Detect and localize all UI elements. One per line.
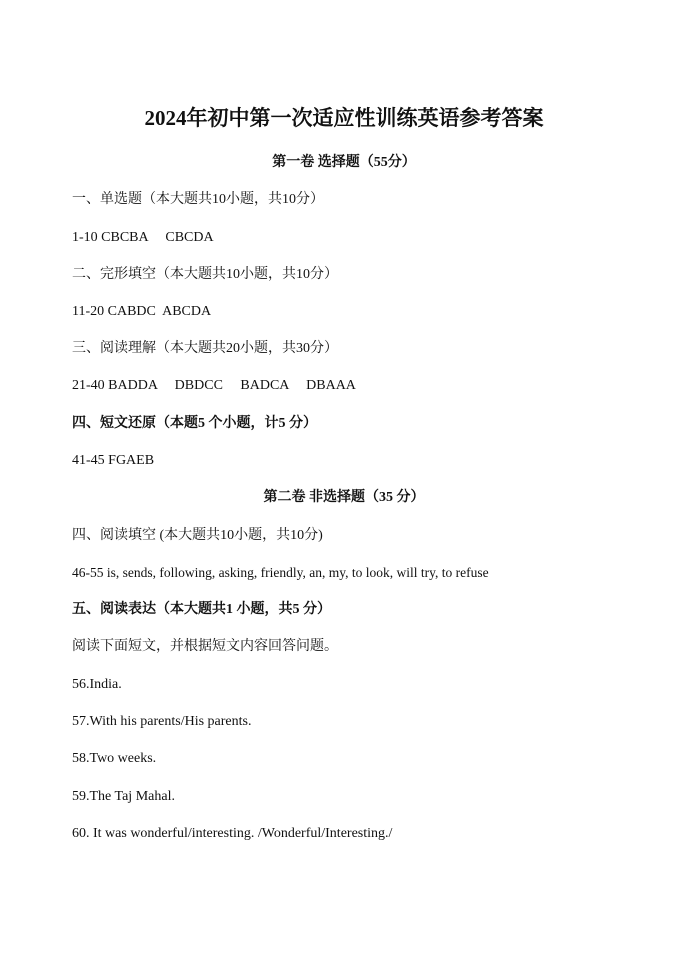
- section4-answers: 41-45 FGAEB: [72, 453, 155, 468]
- section3-answers: 21-40 BADDA DBDCC BADCA DBAAA: [72, 378, 356, 393]
- section3-heading: 三、阅读理解（本大题共20小题，共30分）: [72, 341, 338, 356]
- answer-60: 60. It was wonderful/interesting. /Wonderful/Interesting./: [72, 826, 393, 841]
- section5-answers: 46-55 is, sends, following, asking, friendly, an, my, to look, will try, to refuse: [72, 565, 489, 580]
- part2-heading: 第二卷 非选择题（35 分）: [263, 490, 425, 505]
- answer-59: 59.The Taj Mahal.: [72, 789, 175, 804]
- answer-58: 58.Two weeks.: [72, 751, 157, 766]
- section2-heading: 二、完形填空（本大题共10小题，共10分）: [72, 267, 338, 282]
- answer-56: 56.India.: [72, 677, 122, 692]
- section1-answers: 1-10 CBCBA CBCDA: [72, 230, 214, 245]
- section5-heading: 四、阅读填空 (本大题共10小题，共10分): [72, 528, 323, 543]
- section1-heading: 一、单选题（本大题共10小题，共10分）: [72, 192, 324, 207]
- document-title: 2024年初中第一次适应性训练英语参考答案: [144, 106, 544, 130]
- section6-heading: 五、阅读表达（本大题共1 小题，共5 分）: [72, 602, 331, 617]
- section4-heading: 四、短文还原（本题5 个小题，计5 分）: [72, 416, 317, 431]
- section2-answers: 11-20 CABDC ABCDA: [72, 304, 212, 319]
- answer-57: 57.With his parents/His parents.: [72, 714, 252, 729]
- part1-heading: 第一卷 选择题（55分）: [272, 155, 416, 170]
- section6-instruction: 阅读下面短文，并根据短文内容回答问题。: [72, 639, 338, 654]
